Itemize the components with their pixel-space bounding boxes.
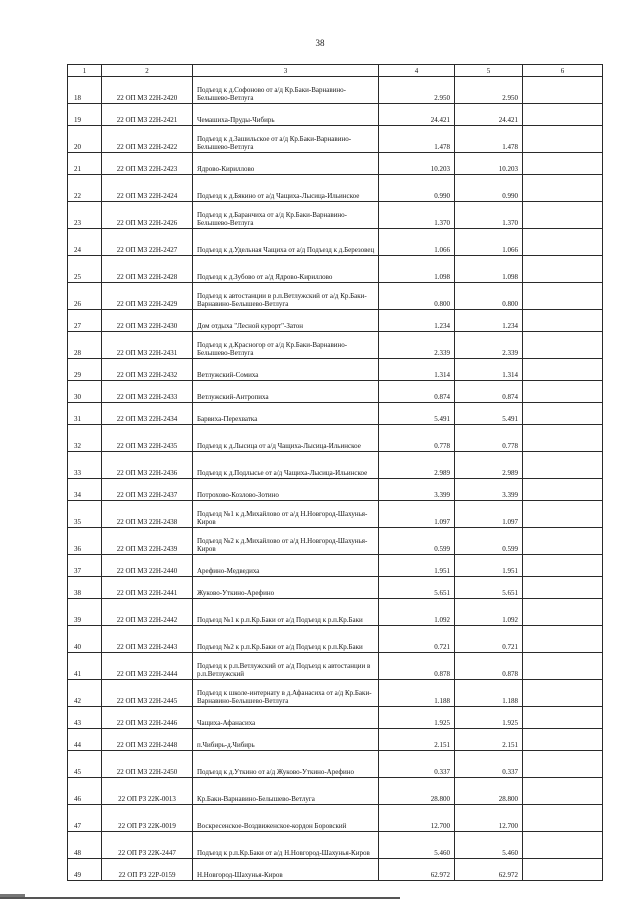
length-total-cell: 2.151 — [379, 729, 455, 751]
row-number-cell: 42 — [68, 680, 102, 707]
length-total-cell: 0.874 — [379, 381, 455, 403]
note-cell — [523, 680, 603, 707]
row-number-cell: 31 — [68, 403, 102, 425]
road-code-cell: 22 ОП МЗ 22Н-2429 — [102, 283, 193, 310]
length-total-cell: 2.339 — [379, 332, 455, 359]
length-cell: 5.491 — [455, 403, 523, 425]
note-cell — [523, 599, 603, 626]
note-cell — [523, 425, 603, 452]
length-cell: 1.370 — [455, 202, 523, 229]
table-row — [68, 680, 603, 707]
scan-edge-line — [0, 897, 400, 899]
row-number-cell: 22 — [68, 175, 102, 202]
length-cell: 1.925 — [455, 707, 523, 729]
road-name-cell: Арефино-Медведиха — [193, 555, 379, 577]
table-row — [68, 859, 603, 881]
row-number-cell: 29 — [68, 359, 102, 381]
row-number-cell: 27 — [68, 310, 102, 332]
road-code-cell: 22 ОП МЗ 22Н-2439 — [102, 528, 193, 555]
table-header-row — [68, 65, 603, 77]
road-name-cell: Чемашиха-Пруды-Чибирь — [193, 104, 379, 126]
note-cell — [523, 452, 603, 479]
note-cell — [523, 310, 603, 332]
row-number-cell: 36 — [68, 528, 102, 555]
road-code-cell: 22 ОП МЗ 22Н-2431 — [102, 332, 193, 359]
length-cell: 0.800 — [455, 283, 523, 310]
length-total-cell: 0.990 — [379, 175, 455, 202]
road-code-cell: 22 ОП МЗ 22Н-2424 — [102, 175, 193, 202]
note-cell — [523, 729, 603, 751]
road-code-cell: 22 ОП МЗ 22Н-2446 — [102, 707, 193, 729]
length-cell: 10.203 — [455, 153, 523, 175]
row-number-cell: 18 — [68, 77, 102, 104]
road-code-cell: 22 ОП МЗ 22Н-2442 — [102, 599, 193, 626]
length-cell: 1.478 — [455, 126, 523, 153]
table-row — [68, 202, 603, 229]
road-name-cell: п.Чибирь-д.Чибирь — [193, 729, 379, 751]
length-total-cell: 10.203 — [379, 153, 455, 175]
length-total-cell: 0.721 — [379, 626, 455, 653]
header-cell-2: 2 — [102, 65, 193, 77]
row-number-cell: 25 — [68, 256, 102, 283]
road-code-cell: 22 ОП МЗ 22Н-2444 — [102, 653, 193, 680]
row-number-cell: 19 — [68, 104, 102, 126]
header-cell-6: 6 — [523, 65, 603, 77]
road-code-cell: 22 ОП МЗ 22Н-2443 — [102, 626, 193, 653]
row-number-cell: 20 — [68, 126, 102, 153]
header-cell-5: 5 — [455, 65, 523, 77]
road-code-cell: 22 ОП РЗ 22К-0013 — [102, 778, 193, 805]
length-cell: 1.092 — [455, 599, 523, 626]
length-total-cell: 24.421 — [379, 104, 455, 126]
length-total-cell: 0.778 — [379, 425, 455, 452]
road-name-cell: Подъезд к д.Зашильское от а/д Кр.Баки-Варнавино-Белышево-Ветлуга — [193, 126, 379, 153]
length-cell: 12.700 — [455, 805, 523, 832]
length-cell: 1.097 — [455, 501, 523, 528]
road-name-cell: Подъезд к автостанции в р.п.Ветлужский от а/д Кр.Баки-Варнавино-Белышево-Ветлуга — [193, 283, 379, 310]
road-code-cell: 22 ОП МЗ 22Н-2430 — [102, 310, 193, 332]
note-cell — [523, 332, 603, 359]
road-name-cell: Подъезд к д.Баранчиха от а/д Кр.Баки-Варнавино-Белышево-Ветлуга — [193, 202, 379, 229]
road-name-cell: Подъезд к д.Красногор от а/д Кр.Баки-Варнавино-Белышево-Ветлуга — [193, 332, 379, 359]
note-cell — [523, 707, 603, 729]
length-cell: 0.878 — [455, 653, 523, 680]
note-cell — [523, 126, 603, 153]
length-cell: 2.950 — [455, 77, 523, 104]
table-row — [68, 126, 603, 153]
road-code-cell: 22 ОП МЗ 22Н-2421 — [102, 104, 193, 126]
length-total-cell: 1.370 — [379, 202, 455, 229]
road-code-cell: 22 ОП МЗ 22Н-2441 — [102, 577, 193, 599]
row-number-cell: 38 — [68, 577, 102, 599]
road-code-cell: 22 ОП РЗ 22К-2447 — [102, 832, 193, 859]
length-cell: 1.098 — [455, 256, 523, 283]
note-cell — [523, 256, 603, 283]
road-name-cell: Подъезд №2 к д.Михайлово от а/д Н.Новгород-Шахунья-Киров — [193, 528, 379, 555]
length-cell: 0.778 — [455, 425, 523, 452]
row-number-cell: 46 — [68, 778, 102, 805]
row-number-cell: 30 — [68, 381, 102, 403]
road-name-cell: Подъезд №1 к д.Михайлово от а/д Н.Новгород-Шахунья-Киров — [193, 501, 379, 528]
road-name-cell: Воскресенское-Воздвиженское-кордон Боровский — [193, 805, 379, 832]
row-number-cell: 35 — [68, 501, 102, 528]
table-row — [68, 555, 603, 577]
table-row — [68, 577, 603, 599]
length-total-cell: 5.651 — [379, 577, 455, 599]
table-row — [68, 310, 603, 332]
note-cell — [523, 283, 603, 310]
road-name-cell: Жуково-Уткино-Арефино — [193, 577, 379, 599]
road-code-cell: 22 ОП МЗ 22Н-2426 — [102, 202, 193, 229]
note-cell — [523, 555, 603, 577]
table-row — [68, 403, 603, 425]
length-total-cell: 1.092 — [379, 599, 455, 626]
note-cell — [523, 359, 603, 381]
row-number-cell: 24 — [68, 229, 102, 256]
length-total-cell: 1.234 — [379, 310, 455, 332]
row-number-cell: 34 — [68, 479, 102, 501]
table-row — [68, 175, 603, 202]
table-row — [68, 707, 603, 729]
length-cell: 1.951 — [455, 555, 523, 577]
note-cell — [523, 501, 603, 528]
length-total-cell: 0.800 — [379, 283, 455, 310]
note-cell — [523, 153, 603, 175]
road-name-cell: Н.Новгород-Шахунья-Киров — [193, 859, 379, 881]
table-row — [68, 599, 603, 626]
length-cell: 2.339 — [455, 332, 523, 359]
length-cell: 1.066 — [455, 229, 523, 256]
road-name-cell: Чащиха-Афанасиха — [193, 707, 379, 729]
length-cell: 5.460 — [455, 832, 523, 859]
road-code-cell: 22 ОП МЗ 22Н-2428 — [102, 256, 193, 283]
row-number-cell: 47 — [68, 805, 102, 832]
note-cell — [523, 832, 603, 859]
road-name-cell: Подъезд к д.Лысица от а/д Чащиха-Лысица-Ильинское — [193, 425, 379, 452]
table-row — [68, 425, 603, 452]
road-code-cell: 22 ОП МЗ 22Н-2448 — [102, 729, 193, 751]
row-number-cell: 33 — [68, 452, 102, 479]
note-cell — [523, 202, 603, 229]
table-row — [68, 626, 603, 653]
length-cell: 0.599 — [455, 528, 523, 555]
note-cell — [523, 479, 603, 501]
note-cell — [523, 805, 603, 832]
note-cell — [523, 77, 603, 104]
length-total-cell: 1.478 — [379, 126, 455, 153]
road-code-cell: 22 ОП МЗ 22Н-2433 — [102, 381, 193, 403]
header-cell-4: 4 — [379, 65, 455, 77]
row-number-cell: 39 — [68, 599, 102, 626]
length-total-cell: 1.925 — [379, 707, 455, 729]
road-name-cell: Подъезд к р.п.Ветлужский от а/д Подъезд к автостанции в р.п.Ветлужский — [193, 653, 379, 680]
length-cell: 0.337 — [455, 751, 523, 778]
road-code-cell: 22 ОП МЗ 22Н-2435 — [102, 425, 193, 452]
note-cell — [523, 104, 603, 126]
length-total-cell: 5.460 — [379, 832, 455, 859]
road-code-cell: 22 ОП РЗ 22Р-0159 — [102, 859, 193, 881]
road-name-cell: Подъезд к д.Удельная Чащиха от а/д Подъезд к д.Березовец — [193, 229, 379, 256]
road-code-cell: 22 ОП МЗ 22Н-2440 — [102, 555, 193, 577]
note-cell — [523, 381, 603, 403]
road-name-cell: Ветлужский-Сомиха — [193, 359, 379, 381]
table-row — [68, 153, 603, 175]
table-row — [68, 332, 603, 359]
row-number-cell: 28 — [68, 332, 102, 359]
table-row — [68, 528, 603, 555]
row-number-cell: 40 — [68, 626, 102, 653]
roads-table — [67, 64, 603, 881]
length-total-cell: 12.700 — [379, 805, 455, 832]
length-total-cell: 1.066 — [379, 229, 455, 256]
road-name-cell: Ветлужский-Антропиха — [193, 381, 379, 403]
table-row — [68, 729, 603, 751]
road-name-cell: Подъезд к д.Зубово от а/д Ядрово-Кириллово — [193, 256, 379, 283]
length-total-cell: 1.097 — [379, 501, 455, 528]
length-total-cell: 0.337 — [379, 751, 455, 778]
row-number-cell: 23 — [68, 202, 102, 229]
road-name-cell: Подъезд №1 к р.п.Кр.Баки от а/д Подъезд к р.п.Кр.Баки — [193, 599, 379, 626]
road-code-cell: 22 ОП МЗ 22Н-2422 — [102, 126, 193, 153]
length-total-cell: 3.399 — [379, 479, 455, 501]
road-code-cell: 22 ОП МЗ 22Н-2420 — [102, 77, 193, 104]
note-cell — [523, 626, 603, 653]
header-cell-1: 1 — [68, 65, 102, 77]
length-total-cell: 0.878 — [379, 653, 455, 680]
row-number-cell: 49 — [68, 859, 102, 881]
road-name-cell: Ядрово-Кириллово — [193, 153, 379, 175]
length-total-cell: 5.491 — [379, 403, 455, 425]
note-cell — [523, 403, 603, 425]
length-cell: 28.800 — [455, 778, 523, 805]
road-code-cell: 22 ОП МЗ 22Н-2423 — [102, 153, 193, 175]
length-total-cell: 28.800 — [379, 778, 455, 805]
road-name-cell: Подъезд к д.Бякино от а/д Чащиха-Лысица-Ильинское — [193, 175, 379, 202]
table-row — [68, 77, 603, 104]
note-cell — [523, 778, 603, 805]
road-name-cell: Подъезд №2 к р.п.Кр.Баки от а/д Подъезд к р.п.Кр.Баки — [193, 626, 379, 653]
row-number-cell: 37 — [68, 555, 102, 577]
length-cell: 1.314 — [455, 359, 523, 381]
table-row — [68, 479, 603, 501]
length-total-cell: 0.599 — [379, 528, 455, 555]
note-cell — [523, 528, 603, 555]
road-code-cell: 22 ОП МЗ 22Н-2438 — [102, 501, 193, 528]
length-cell: 0.990 — [455, 175, 523, 202]
length-cell: 1.188 — [455, 680, 523, 707]
table-row — [68, 805, 603, 832]
length-total-cell: 1.188 — [379, 680, 455, 707]
length-total-cell: 2.950 — [379, 77, 455, 104]
table-row — [68, 104, 603, 126]
road-name-cell: Барвиха-Перехватка — [193, 403, 379, 425]
table-row — [68, 778, 603, 805]
table-row — [68, 452, 603, 479]
note-cell — [523, 859, 603, 881]
note-cell — [523, 229, 603, 256]
row-number-cell: 32 — [68, 425, 102, 452]
row-number-cell: 48 — [68, 832, 102, 859]
road-name-cell: Подъезд к р.п.Кр.Баки от а/д Н.Новгород-Шахунья-Киров — [193, 832, 379, 859]
road-name-cell: Подъезд к д.Софоново от а/д Кр.Баки-Варнавино-Белышево-Ветлуга — [193, 77, 379, 104]
road-name-cell: Потрохово-Козлово-Зотино — [193, 479, 379, 501]
length-total-cell: 1.314 — [379, 359, 455, 381]
length-cell: 1.234 — [455, 310, 523, 332]
length-cell: 0.721 — [455, 626, 523, 653]
road-code-cell: 22 ОП МЗ 22Н-2434 — [102, 403, 193, 425]
length-cell: 2.989 — [455, 452, 523, 479]
road-name-cell: Кр.Баки-Варнавино-Белышево-Ветлуга — [193, 778, 379, 805]
note-cell — [523, 577, 603, 599]
table-row — [68, 653, 603, 680]
road-name-cell: Подъезд к д.Уткино от а/д Жуково-Уткино-Арефино — [193, 751, 379, 778]
row-number-cell: 41 — [68, 653, 102, 680]
table-row — [68, 751, 603, 778]
row-number-cell: 26 — [68, 283, 102, 310]
length-cell: 0.874 — [455, 381, 523, 403]
header-cell-3: 3 — [193, 65, 379, 77]
note-cell — [523, 653, 603, 680]
road-code-cell: 22 ОП МЗ 22Н-2450 — [102, 751, 193, 778]
note-cell — [523, 175, 603, 202]
table-row — [68, 381, 603, 403]
length-total-cell: 1.951 — [379, 555, 455, 577]
road-code-cell: 22 ОП МЗ 22Н-2437 — [102, 479, 193, 501]
road-name-cell: Подъезд к д.Подлысье от а/д Чащиха-Лысица-Ильинское — [193, 452, 379, 479]
length-cell: 62.972 — [455, 859, 523, 881]
table-body — [68, 65, 603, 881]
row-number-cell: 43 — [68, 707, 102, 729]
length-cell: 5.651 — [455, 577, 523, 599]
length-total-cell: 2.989 — [379, 452, 455, 479]
row-number-cell: 45 — [68, 751, 102, 778]
table-row — [68, 501, 603, 528]
road-name-cell: Подъезд к школе-интернату в д.Афанасиха от а/д Кр.Баки-Варнавино-Белышево-Ветлуга — [193, 680, 379, 707]
note-cell — [523, 751, 603, 778]
row-number-cell: 21 — [68, 153, 102, 175]
length-total-cell: 62.972 — [379, 859, 455, 881]
table-row — [68, 229, 603, 256]
length-cell: 24.421 — [455, 104, 523, 126]
road-code-cell: 22 ОП МЗ 22Н-2445 — [102, 680, 193, 707]
table-row — [68, 256, 603, 283]
road-name-cell: Дом отдыха "Лесной курорт"-Затон — [193, 310, 379, 332]
length-total-cell: 1.098 — [379, 256, 455, 283]
road-code-cell: 22 ОП МЗ 22Н-2432 — [102, 359, 193, 381]
length-cell: 3.399 — [455, 479, 523, 501]
table-row — [68, 832, 603, 859]
table-row — [68, 283, 603, 310]
road-code-cell: 22 ОП РЗ 22К-0019 — [102, 805, 193, 832]
page-number: 38 — [315, 38, 325, 48]
table-row — [68, 359, 603, 381]
row-number-cell: 44 — [68, 729, 102, 751]
road-code-cell: 22 ОП МЗ 22Н-2427 — [102, 229, 193, 256]
road-code-cell: 22 ОП МЗ 22Н-2436 — [102, 452, 193, 479]
length-cell: 2.151 — [455, 729, 523, 751]
